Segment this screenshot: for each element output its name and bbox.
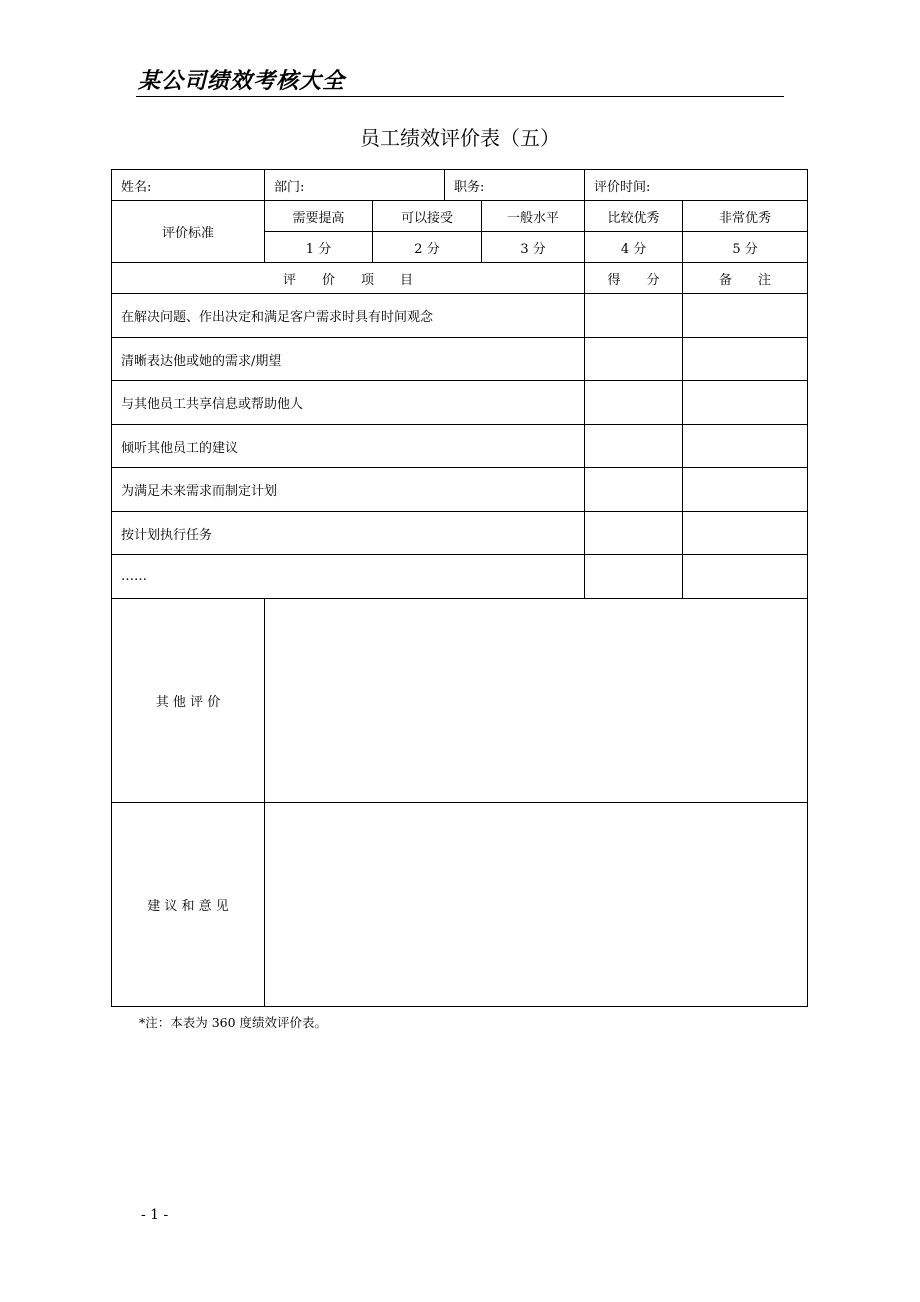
criteria-level: 比较优秀	[585, 201, 683, 232]
item-row	[112, 425, 808, 468]
criteria-score: 5 分	[683, 232, 808, 263]
criteria-label: 评价标准	[112, 201, 265, 263]
item-label: ……	[112, 555, 585, 599]
items-header-row	[112, 263, 808, 294]
other-evaluation-row	[112, 599, 808, 803]
page-number: - 1 -	[141, 1207, 169, 1223]
item-label: 清晰表达他或她的需求/期望	[112, 338, 585, 381]
score-cell[interactable]	[585, 294, 683, 338]
other-evaluation-input[interactable]	[265, 599, 808, 803]
remark-cell[interactable]	[683, 381, 808, 425]
remark-cell[interactable]	[683, 425, 808, 468]
other-evaluation-label: 其 他 评 价	[112, 599, 265, 803]
score-cell[interactable]	[585, 338, 683, 381]
info-row	[112, 170, 808, 201]
criteria-levels-row	[112, 201, 808, 232]
criteria-score: 3 分	[482, 232, 585, 263]
item-label: 为满足未来需求而制定计划	[112, 468, 585, 512]
item-label: 在解决问题、作出决定和满足客户需求时具有时间观念	[112, 294, 585, 338]
suggestions-row	[112, 803, 808, 1007]
criteria-score: 1 分	[265, 232, 373, 263]
score-cell[interactable]	[585, 381, 683, 425]
item-row	[112, 512, 808, 555]
score-cell[interactable]	[585, 468, 683, 512]
items-header-remark: 备 注	[683, 263, 808, 294]
remark-cell[interactable]	[683, 468, 808, 512]
name-field[interactable]: 姓名:	[112, 170, 265, 201]
criteria-level: 需要提高	[265, 201, 373, 232]
evaluation-form-table	[111, 169, 808, 1007]
item-row	[112, 555, 808, 599]
item-label: 倾听其他员工的建议	[112, 425, 585, 468]
criteria-score: 2 分	[373, 232, 482, 263]
remark-cell[interactable]	[683, 294, 808, 338]
evaluation-time-field[interactable]: 评价时间:	[585, 170, 808, 201]
score-cell[interactable]	[585, 555, 683, 599]
item-label: 按计划执行任务	[112, 512, 585, 555]
items-header-score: 得 分	[585, 263, 683, 294]
item-row	[112, 294, 808, 338]
remark-cell[interactable]	[683, 555, 808, 599]
criteria-level: 非常优秀	[683, 201, 808, 232]
item-label: 与其他员工共享信息或帮助他人	[112, 381, 585, 425]
header-title: 某公司绩效考核大全	[138, 69, 346, 94]
item-row	[112, 381, 808, 425]
document-title: 员工绩效评价表（五）	[360, 126, 560, 150]
remark-cell[interactable]	[683, 338, 808, 381]
criteria-score: 4 分	[585, 232, 683, 263]
criteria-level: 可以接受	[373, 201, 482, 232]
criteria-level: 一般水平	[482, 201, 585, 232]
department-field[interactable]: 部门:	[265, 170, 445, 201]
suggestions-input[interactable]	[265, 803, 808, 1007]
suggestions-label: 建 议 和 意 见	[112, 803, 265, 1007]
items-header-item: 评 价 项 目	[112, 263, 585, 294]
item-row	[112, 468, 808, 512]
score-cell[interactable]	[585, 512, 683, 555]
header-rule	[136, 96, 784, 97]
score-cell[interactable]	[585, 425, 683, 468]
item-row	[112, 338, 808, 381]
remark-cell[interactable]	[683, 512, 808, 555]
position-field[interactable]: 职务:	[445, 170, 585, 201]
footnote: *注：本表为 360 度绩效评价表。	[139, 1015, 328, 1030]
